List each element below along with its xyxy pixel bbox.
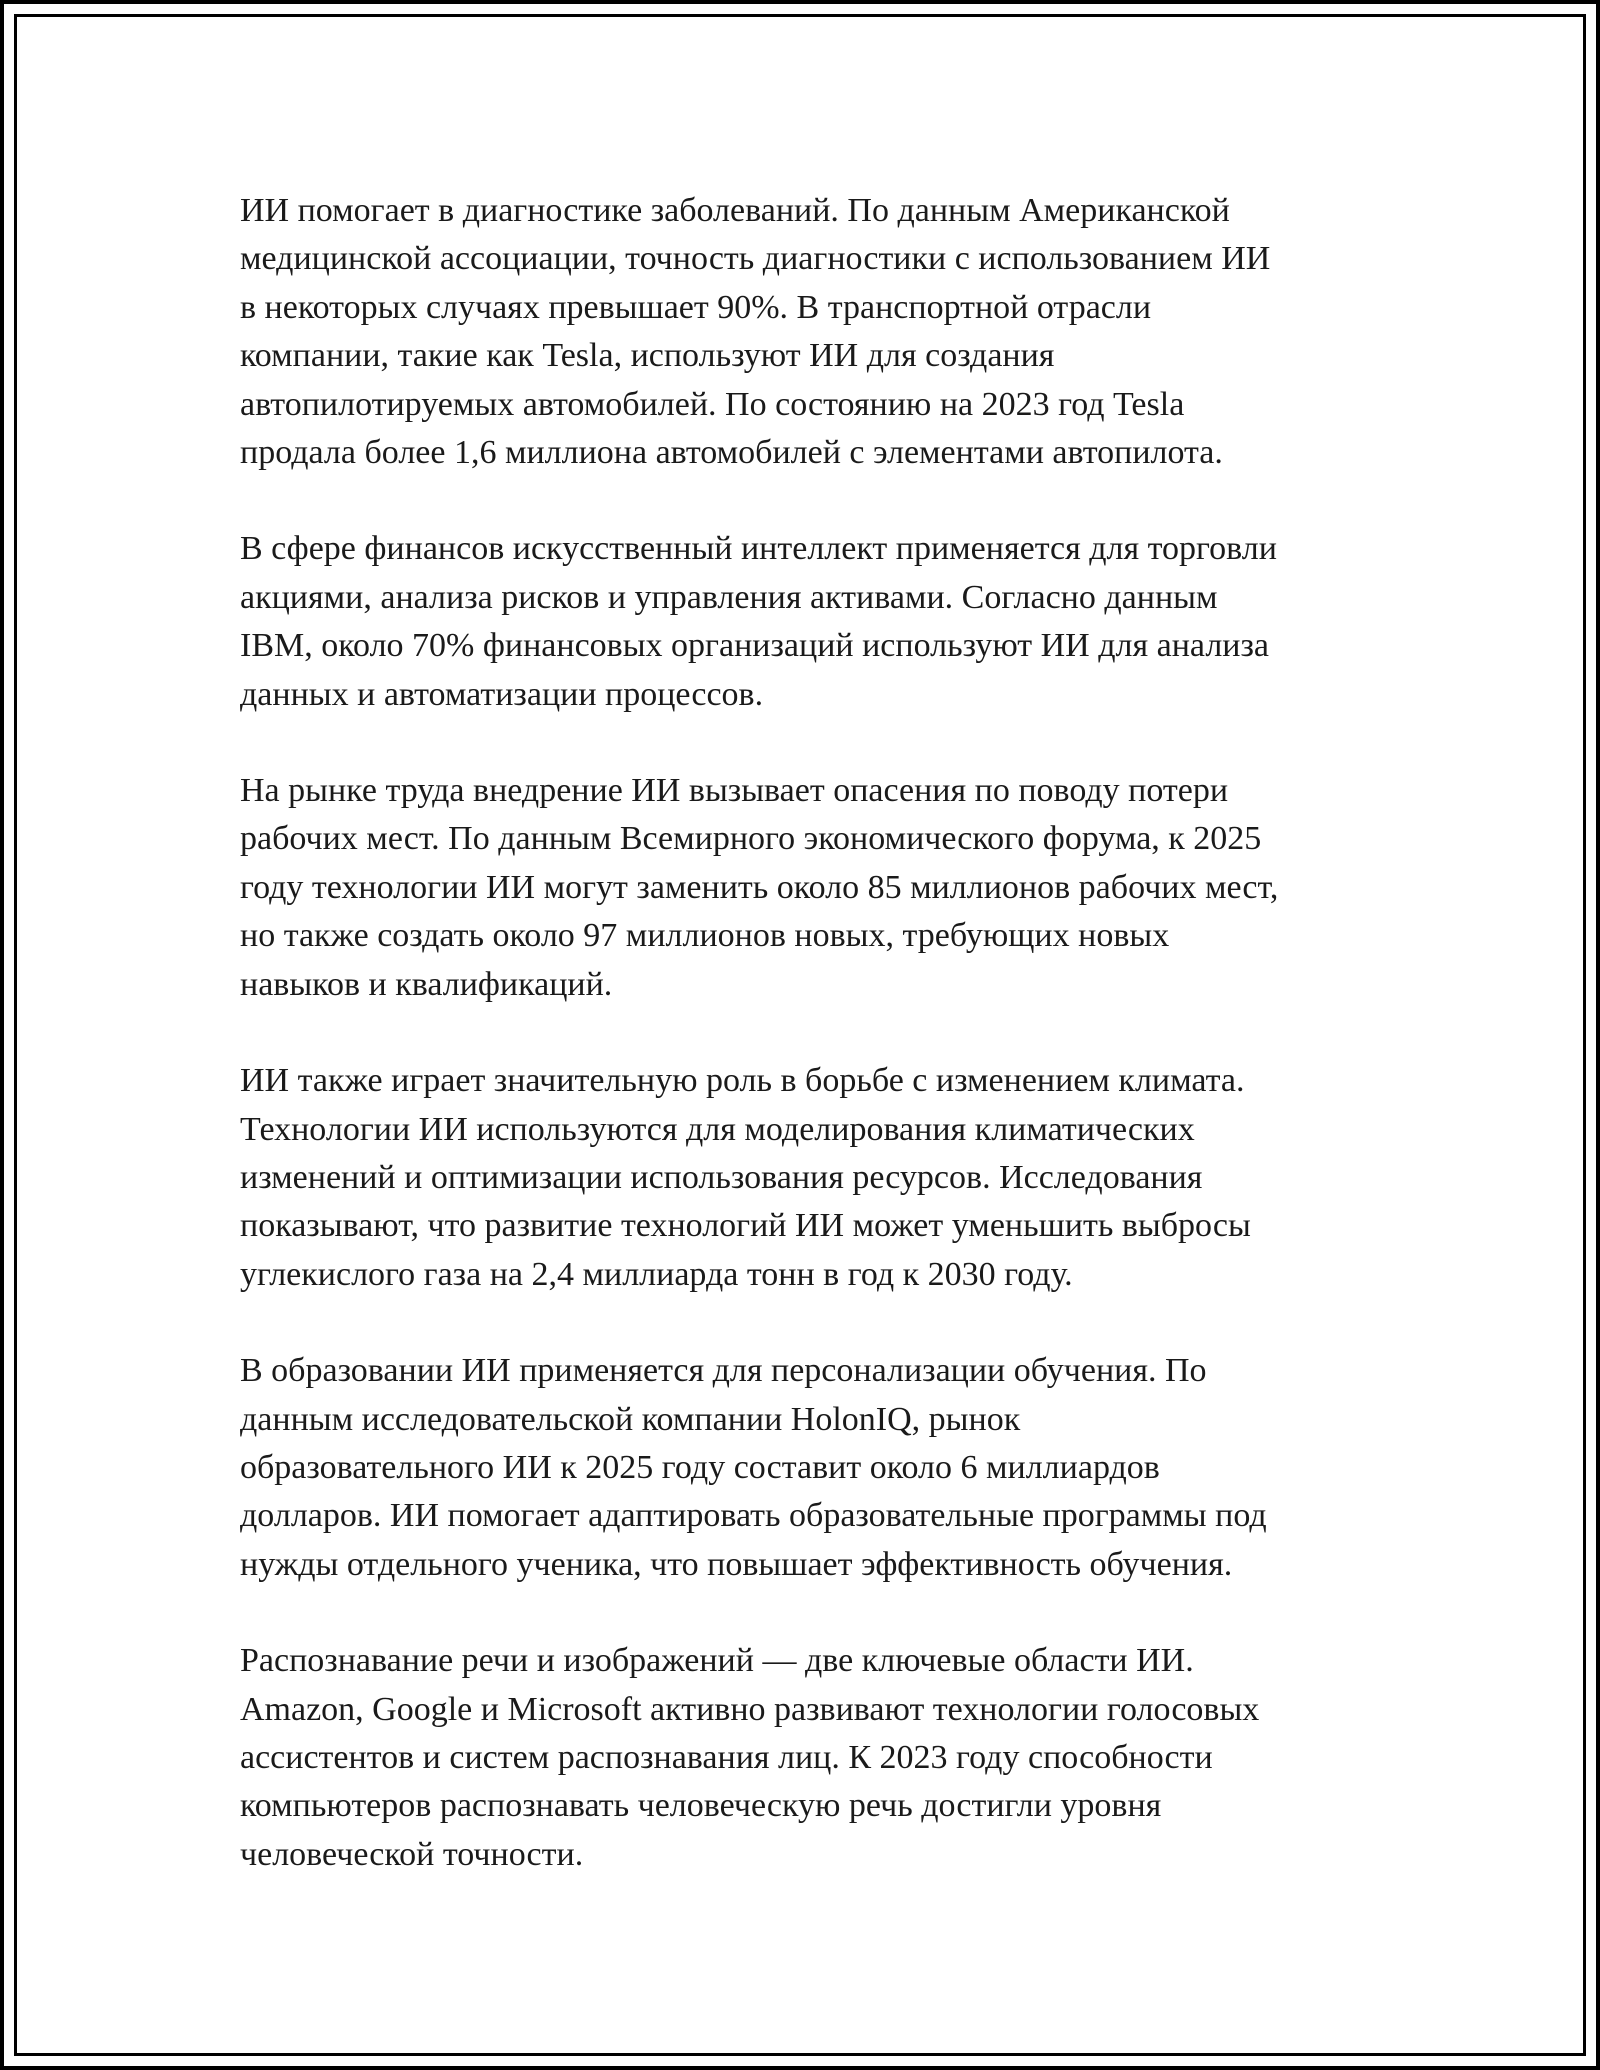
text-line: В образовании ИИ применяется для персонализации обучения. По bbox=[240, 1352, 1207, 1390]
paragraph-finance bbox=[240, 525, 1390, 719]
text-line: в некоторых случаях превышает 90%. В транспортной отрасли bbox=[240, 288, 1152, 326]
text-line: IBM, около 70% финансовых организаций используют ИИ для анализа bbox=[240, 627, 1269, 665]
text-line: На рынке труда внедрение ИИ вызывает опасения по поводу потери bbox=[240, 772, 1229, 810]
text-line: компании, такие как Tesla, используют ИИ для создания bbox=[240, 337, 1055, 375]
text-line: Amazon, Google и Microsoft активно развивают технологии голосовых bbox=[240, 1690, 1260, 1728]
text-line: году технологии ИИ могут заменить около 85 миллионов рабочих мест, bbox=[240, 868, 1279, 906]
text-line: показывают, что развитие технологий ИИ может уменьшить выбросы bbox=[240, 1207, 1251, 1245]
text-line: но также создать около 97 миллионов новых, требующих новых bbox=[240, 917, 1170, 955]
text-line: долларов. ИИ помогает адаптировать образовательные программы под bbox=[240, 1497, 1267, 1535]
text-line: В сфере финансов искусственный интеллект применяется для торговли bbox=[240, 530, 1277, 568]
text-line: Распознавание речи и изображений — две ключевые области ИИ. bbox=[240, 1642, 1194, 1680]
paragraph-labor-market bbox=[240, 767, 1390, 1009]
text-line: ассистентов и систем распознавания лиц. К 2023 году способности bbox=[240, 1738, 1213, 1776]
text-line: углекислого газа на 2,4 миллиарда тонн в год к 2030 году. bbox=[240, 1255, 1073, 1293]
text-line: Технологии ИИ используются для моделирования климатических bbox=[240, 1110, 1195, 1148]
paragraph-climate bbox=[240, 1057, 1390, 1299]
text-line: автопилотируемых автомобилей. По состоянию на 2023 год Tesla bbox=[240, 385, 1185, 423]
text-line: нужды отдельного ученика, что повышает эффективность обучения. bbox=[240, 1545, 1233, 1583]
text-line: человеческой точности. bbox=[240, 1835, 584, 1873]
document-body bbox=[240, 187, 1390, 1927]
text-line: навыков и квалификаций. bbox=[240, 965, 613, 1003]
paragraph-healthcare-transport bbox=[240, 187, 1390, 477]
text-line: ИИ помогает в диагностике заболеваний. По данным Американской bbox=[240, 192, 1230, 229]
text-line: компьютеров распознавать человеческую речь достигли уровня bbox=[240, 1787, 1162, 1825]
text-line: образовательного ИИ к 2025 году составит около 6 миллиардов bbox=[240, 1448, 1160, 1486]
paragraph-education bbox=[240, 1347, 1390, 1589]
text-line: медицинской ассоциации, точность диагностики с использованием ИИ bbox=[240, 240, 1271, 278]
paragraph-speech-image-recognition bbox=[240, 1637, 1390, 1879]
text-line: ИИ также играет значительную роль в борьбе с изменением климата. bbox=[240, 1062, 1245, 1100]
text-line: акциями, анализа рисков и управления активами. Согласно данным bbox=[240, 578, 1218, 616]
text-line: продала более 1,6 миллиона автомобилей с элементами автопилота. bbox=[240, 434, 1223, 472]
text-line: данным исследовательской компании HolonIQ, рынок bbox=[240, 1400, 1021, 1438]
text-line: изменений и оптимизации использования ресурсов. Исследования bbox=[240, 1158, 1203, 1196]
text-line: данных и автоматизации процессов. bbox=[240, 675, 764, 713]
text-line: рабочих мест. По данным Всемирного экономического форума, к 2025 bbox=[240, 820, 1262, 858]
